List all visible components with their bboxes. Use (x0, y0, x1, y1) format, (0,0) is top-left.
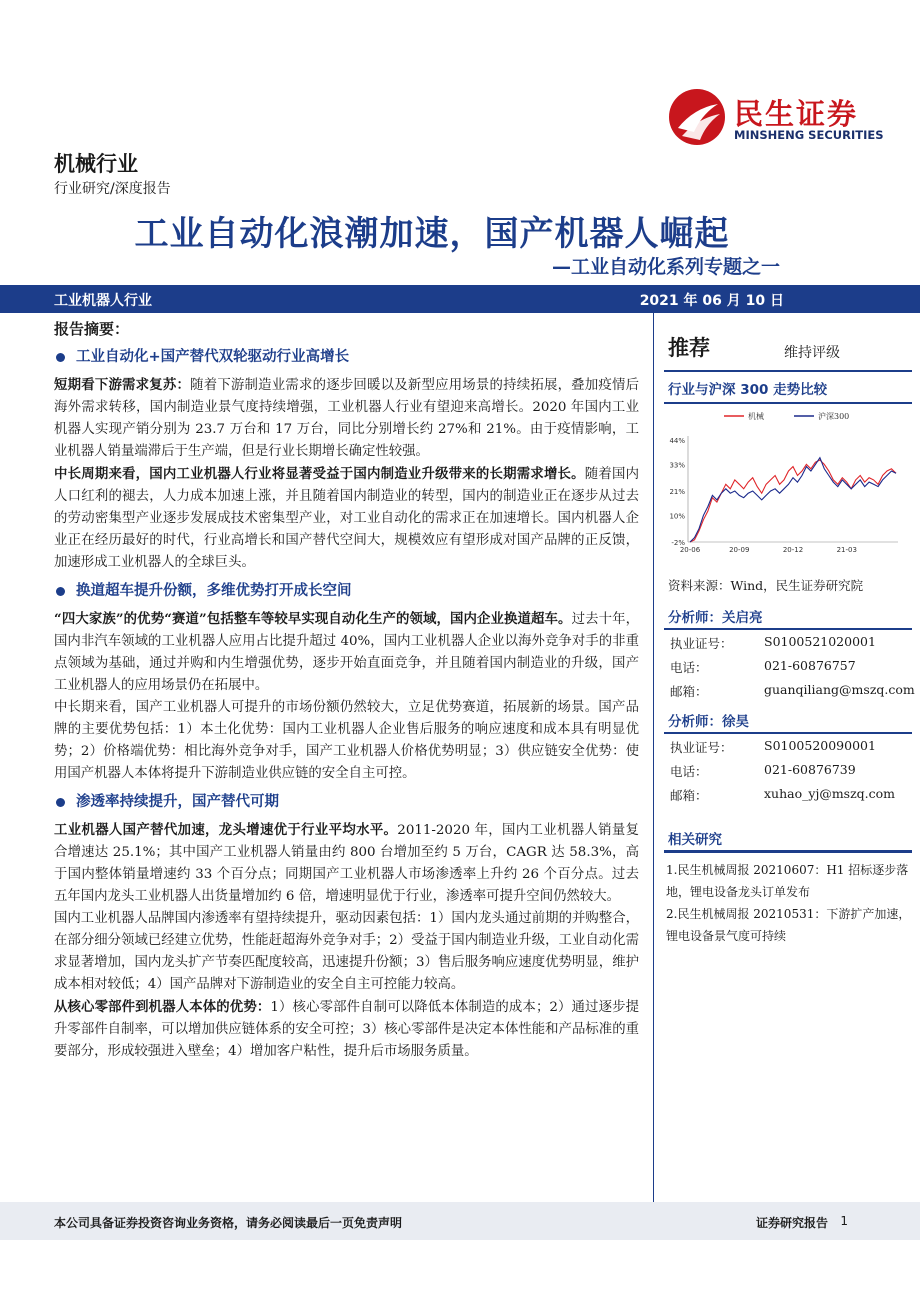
paragraph-lead: 从核心零部件到机器人本体的优势： (54, 999, 271, 1015)
rating-sub: 维持评级 (784, 345, 840, 361)
footer (0, 1202, 920, 1240)
paragraph-lead: 工业机器人国产替代加速，龙头增速优于行业平均水平。 (54, 822, 398, 838)
trend-chart-svg (664, 404, 912, 574)
related-item[interactable]: 1.民生机械周报 20210607：H1 招标逐步落地，锂电设备龙头订单发布 (666, 863, 909, 899)
page-number: 1 (840, 1214, 848, 1228)
analyst-info-row (664, 654, 912, 678)
minsheng-logo-icon (668, 88, 726, 146)
paragraph-text: 随着下游制造业需求的逐步回暖以及新型应用场景的持续拓展，叠加疫情后海外需求转移，国内制造业景气度持续增强，工业机器人行业有望迎来高增长。2020 年国内工业机器人实现产销分别为 23.7 万台和 17 万台，同比分别增长约 27%和 21%。由于疫情影响，工业机器人销量端滞后于生产端，但是行业长期增长确定性较强。 (54, 378, 640, 459)
email-link[interactable]: xuhao_yj@mszq.com (764, 786, 896, 801)
paragraph (54, 697, 639, 785)
paragraph (54, 819, 639, 908)
info-value: 021-60876757 (764, 658, 856, 673)
header-bar (0, 285, 920, 313)
paragraph-lead: 中长周期来看，国内工业机器人行业将显著受益于国内制造业升级带来的长期需求增长。 (54, 466, 585, 482)
y-tick-label: 10% (669, 512, 685, 521)
legend-label: 机械 (748, 412, 764, 421)
analyst-info-row (664, 734, 912, 758)
chart-heading: 行业与沪深 300 走势比较 (664, 372, 912, 404)
paragraph (54, 374, 639, 463)
email-link[interactable]: guanqiliang@mszq.com (764, 682, 915, 697)
section-heading: 工业自动化+国产替代双轮驱动行业高增长 (54, 346, 639, 368)
brand-name-cn: 民生证券 (734, 97, 859, 131)
report-title (0, 206, 892, 255)
report-subtitle: —工业自动化系列专题之一 (551, 256, 780, 278)
abstract-label: 报告摘要： (54, 320, 130, 338)
analyst-heading: 分析师：关启亮 (664, 598, 912, 630)
paragraph-text: 过去十年，国内非汽车领域的工业机器人应用占比提升超过 40%，国内工业机器人企业以海外竞争对手的非重点领域为基础，通过并购和内生增强优势，逐步开始直面竞争，并且随着国内制造业的升级，国产工业机器人的应用场景仍在拓展中。 (54, 612, 640, 693)
paragraph-text: 1）核心零部件自制可以降低本体制造的成本；2）通过逐步提升零部件自制率，可以增加供应链体系的安全可控；3）核心零部件是决定本体性能和产品标准的重要部分，形成较强进入壁垒；4）增加客户粘性，提升后市场服务质量。 (54, 1000, 640, 1059)
paragraph-text: 2011-2020 年，国内工业机器人销量复合增速达 25.1%；其中国产工业机器人销量由约 800 台增加至约 5 万台，CAGR 达 58.3%，高于国内整体销量增速约 33 个百分点；同期国产工业机器人市场渗透率上升约 26 个百分点。过去五年国内龙头工业机器人出货量增加约 6 倍，增速明显优于行业，渗透率可提升空间仍然较大。 (54, 823, 640, 904)
paragraph-lead: 短期看下游需求复苏： (54, 377, 191, 393)
header-bar-sector: 工业机器人行业 (54, 293, 152, 309)
series-line (690, 458, 896, 542)
analyst-heading: 分析师：徐昊 (664, 702, 912, 734)
rating-box (664, 318, 912, 372)
series-line (690, 460, 896, 542)
y-tick-label: 21% (669, 488, 685, 496)
report-title-text: 工业自动化浪潮加速，国产机器人崛起 (134, 214, 730, 254)
info-key: 电话： (670, 764, 708, 779)
footer-label: 证券研究报告 (755, 1216, 828, 1230)
related-heading: 相关研究 (664, 820, 912, 852)
brand-logo (668, 86, 908, 146)
y-tick-label: 44% (669, 437, 685, 445)
section-heading: 渗透率持续提升，国产替代可期 (54, 791, 639, 813)
info-key: 电话： (670, 660, 708, 675)
industry-label: 机械行业 (54, 152, 138, 176)
section-heading: 换道超车提升份额，多维优势打开成长空间 (54, 580, 639, 602)
sidebar (664, 318, 915, 947)
brand-name-en: MINSHENG SECURITIES (734, 128, 884, 142)
analyst-info-row (664, 758, 912, 782)
info-key: 执业证号： (670, 740, 733, 755)
y-tick-label: -2% (671, 539, 685, 547)
x-tick-label: 20-09 (729, 546, 750, 554)
info-key: 邮箱： (670, 684, 708, 699)
info-key: 执业证号： (670, 636, 733, 651)
trend-chart (664, 404, 912, 574)
x-tick-label: 21-03 (836, 546, 857, 554)
paragraph (54, 463, 639, 574)
analyst-info-row (664, 678, 915, 702)
report-type: 行业研究/深度报告 (54, 181, 171, 197)
analyst-info-row (664, 782, 912, 806)
rating-main: 推荐 (668, 336, 710, 360)
paragraph-text: 国内工业机器人品牌国内渗透率有望持续提升，驱动因素包括：1）国内龙头通过前期的并购整合，在部分细分领域已经建立优势，性能赶超海外竞争对手；2）受益于国内制造业升级，工业自动化需求显著增加，国内龙头扩产节奏匹配度较高，迅速提升份额；3）售后服务响应速度优势明显，维护成本相对较低；4）国产品牌对下游制造业的安全自主可控能力较高。 (54, 911, 639, 992)
header-bar-date: 2021 年 06 月 10 日 (639, 293, 784, 309)
x-tick-label: 20-12 (782, 546, 804, 554)
column-divider (653, 313, 654, 1203)
info-key: 邮箱： (670, 788, 708, 803)
footer-disclaimer: 本公司具备证券投资咨询业务资格，请务必阅读最后一页免责声明 (54, 1216, 403, 1230)
info-value: S0100520090001 (764, 738, 876, 753)
chart-source: 资料来源：Wind，民生证券研究院 (668, 578, 864, 593)
related-item[interactable]: 2.民生机械周报 20210531：下游扩产加速，锂电设备景气度可持续 (666, 907, 911, 943)
abstract-column (54, 318, 639, 1063)
analyst-info-row (664, 630, 912, 654)
related-list (664, 852, 912, 947)
paragraph-text: 中长期来看，国产工业机器人可提升的市场份额仍然较大，立足优势赛道，拓展新的场景。国产品牌的主要优势包括：1）本土化优势：国内工业机器人企业售后服务的响应速度和成本具有明显优势；2）价格端优势：相比海外竞争对手，国产工业机器人价格优势明显；3）供应链安全优势：使用国产机器人本体将提升下游制造业供应链的安全自主可控。 (54, 700, 639, 781)
info-value: S0100521020001 (764, 634, 876, 649)
paragraph (54, 908, 639, 996)
paragraph (54, 996, 639, 1063)
paragraph-lead: “四大家族”的优势“赛道”包括整车等较早实现自动化生产的领域，国内企业换道超车。 (54, 611, 572, 627)
paragraph-text: 随着国内人口红利的褪去，人力成本加速上涨，并且随着国内制造业的转型，国内的制造业正在逐步从过去的劳动密集型产业逐步发展成技术密集型产业，对工业自动化的需求正在加速增长。国内机器人企业正在经历最好的时代，行业高增长和国产替代空间大，规模效应有望形成对国产品牌的正反馈，加速形成工业机器人的全球巨头。 (54, 467, 640, 570)
legend-label: 沪深300 (818, 412, 850, 421)
x-tick-label: 20-06 (679, 546, 701, 554)
y-tick-label: 33% (669, 461, 685, 470)
info-value: 021-60876739 (764, 762, 856, 777)
paragraph (54, 608, 639, 697)
